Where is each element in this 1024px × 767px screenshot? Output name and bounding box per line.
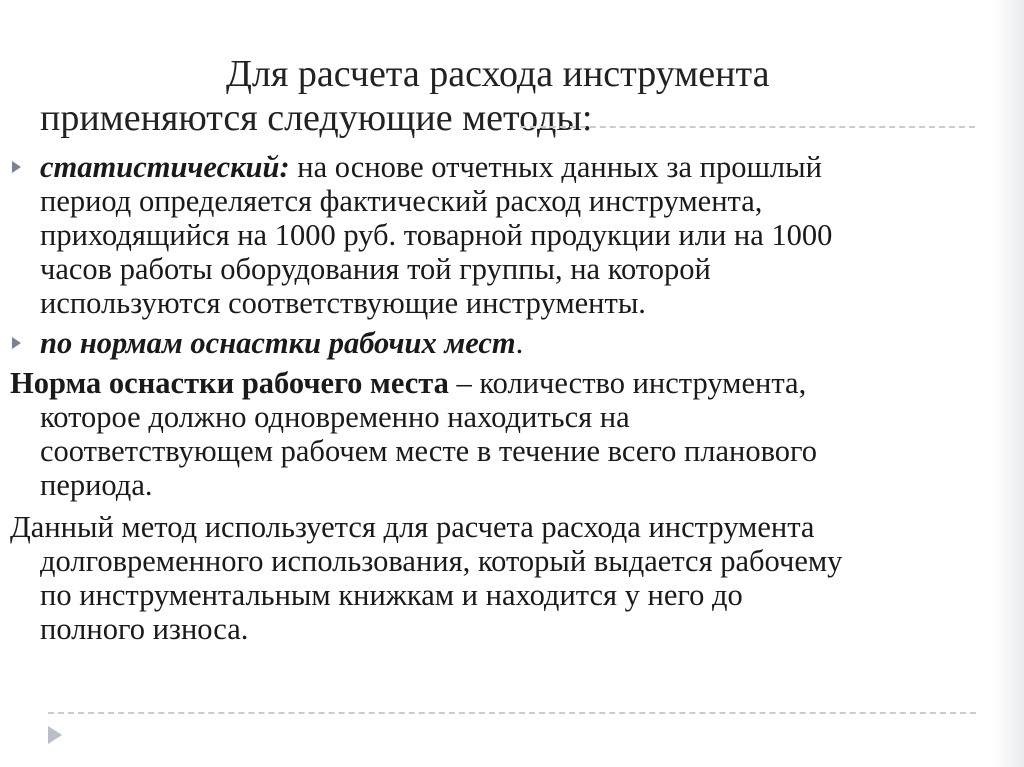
bullet-term: статистический: [40,150,290,184]
definition-text: – количество инструмента, [448,366,807,400]
slide-body [10,150,1018,646]
bullet-norms [10,326,1018,360]
bullet-text: часов работы оборудования той группы, на которой [40,252,711,286]
bullet-text: используются соответствующие инструменты. [40,286,646,320]
title-line-1: Для расчета расхода инструмента [226,53,770,95]
note-paragraph [10,510,1018,646]
bullet-text: приходящийся на 1000 руб. товарной продукции или на 1000 [40,218,833,252]
bullet-text: на основе отчетных данных за прошлый [289,150,822,184]
definition-text: периода. [40,468,153,502]
bullet-statistical [10,150,1018,320]
bullet-text: период определяется фактический расход инструмента, [40,184,763,218]
triangle-right-icon[interactable] [48,726,62,744]
footer-divider [48,712,976,714]
note-text: долговременного использования, который выдается рабочему [40,544,843,578]
bullet-triangle-icon [12,161,21,173]
bullet-term: по нормам оснастки рабочих мест [40,326,516,360]
note-text: по инструментальным книжкам и находится у него до [40,578,743,612]
definition-term: Норма оснастки рабочего места [10,366,449,400]
bullet-triangle-icon [12,337,21,349]
definition-paragraph [10,366,1018,502]
title-line-2: применяются следующие методы: [40,97,593,139]
definition-text: соответствующем рабочем месте в течение всего планового [40,434,818,468]
bullet-text: . [515,326,524,360]
title-divider [520,126,975,128]
note-text: Данный метод используется для расчета расхода инструмента [10,510,815,544]
definition-text: которое должно одновременно находиться на [40,400,630,434]
note-text: полного износа. [40,612,249,646]
